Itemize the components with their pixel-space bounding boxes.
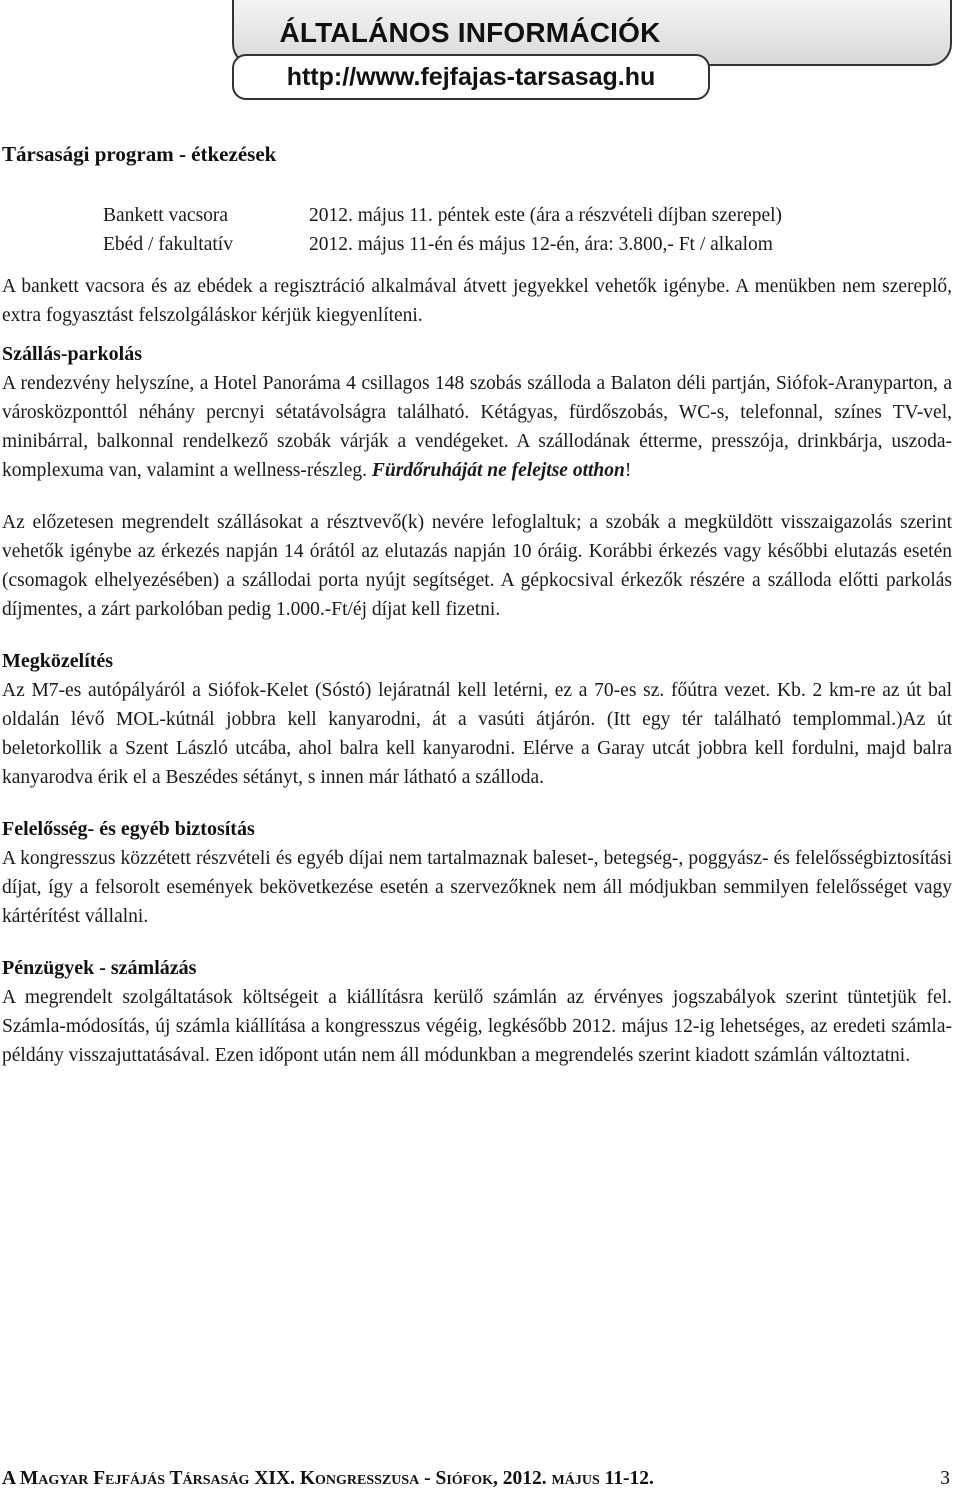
website-url[interactable]: http://www.fejfajas-tarsasag.hu	[286, 63, 656, 91]
program-label: Ebéd / fakultatív	[103, 234, 233, 255]
page-title: ÁLTALÁNOS INFORMÁCIÓK	[279, 17, 661, 48]
program-value: 2012. május 11. péntek este (ára a részvételi díjban szerepel)	[309, 205, 783, 226]
accommodation-paragraph	[2, 369, 952, 485]
social-heading: Társasági program - étkezések	[2, 142, 277, 166]
program-value: 2012. május 11-én és május 12-én, ára: 3.800,- Ft / alkalom	[309, 234, 773, 255]
program-table	[103, 201, 952, 259]
accommodation-heading: Szállás-parkolás	[2, 343, 143, 365]
social-paragraph: A bankett vacsora és az ebédek a regisztráció alkalmával átvett jegyekkel vehetők igénybe. A menükben nem szereplő, extra fogyasztást felszolgáláskor kérjük kiegyenlíteni.	[2, 276, 952, 326]
swimsuit-reminder: Fürdőruháját ne felejtse otthon	[371, 460, 625, 481]
insurance-heading: Felelősség- és egyéb biztosítás	[2, 818, 255, 840]
document-body	[2, 140, 952, 1070]
exclamation: !	[624, 460, 632, 481]
footer-text: A Magyar Fejfájás Társaság XIX. Kongresszusa - Siófok, 2012. május 11-12.	[2, 1468, 654, 1489]
program-row	[103, 201, 952, 230]
page-number: 3	[940, 1468, 950, 1489]
approach-paragraph: Az M7-es autópályáról a Siófok-Kelet (Sóstó) lejáratnál kell letérni, ez a 70-es sz. főútra vezet. Kb. 2 km-re az út bal oldalán lévő MOL-kútnál jobbra kell kanyarodni, át a vasúti átjárón. (Itt egy tér található templommal.)Az út beletorkollik a Szent László utcába, ahol balra kell kanyarodni. Elérve a Garay utcát jobbra kell fordulni, majd balra kanyarodva érik el a Beszédes sétányt, s innen már látható a szálloda.	[2, 680, 952, 788]
booking-paragraph: Az előzetesen megrendelt szállásokat a résztvevő(k) nevére lefoglaltuk; a szobák a megküldött visszaigazolás szerint vehetők igénybe az érkezés napján 14 órától az elutazás napján 10 óráig. Korábbi érkezés vagy későbbi elutazás esetén (csomagok elhelyezésében) a szállodai porta nyújt segítséget. A gépkocsival érkezők részére a szálloda előtti parkolás díjmentes, a zárt parkolóban pedig 1.000.-Ft/éj díjat kell fizetni.	[2, 512, 952, 620]
accommodation-text: A rendezvény helyszíne, a Hotel Panoráma 4 csillagos 148 szobás szálloda a Balaton déli partján, Siófok-Aranyparton, a városközponttól néhány percnyi sétatávolságra található. Kétágyas, fürdőszobás, WC-s, telefonnal, színes TV-vel, minibárral, balkonnal rendelkező szobák várják a vendégeket. A szállodának étterme, presszója, drinkbárja, uszoda-komplexuma van, valamint a wellness-részleg.	[2, 373, 952, 481]
page-footer	[2, 1466, 952, 1492]
program-row	[103, 230, 952, 259]
finance-heading: Pénzügyek - számlázás	[2, 957, 197, 979]
insurance-paragraph: A kongresszus közzétett részvételi és egyéb díjai nem tartalmaznak baleset-, betegség-, poggyász- és felelősségbiztosítási díjat, így a felsorolt események bekövetkezése esetén a szervezőknek nem áll módjukban semmilyen felelősséget vagy kártérítést vállalni.	[2, 848, 952, 927]
finance-paragraph: A megrendelt szolgáltatások költségeit a kiállításra kerülő számlán az érvényes jogszabályok szerint tüntetjük fel. Számla-módosítás, új számla kiállítása a kongresszus végéig, legkésőbb 2012. május 12-ig lehetséges, az eredeti számla-példány visszajuttatásával. Ezen időpont után nem áll módunkban a megrendelés szerint kiadott számlán változtatni.	[2, 987, 952, 1066]
program-label: Bankett vacsora	[103, 205, 229, 226]
approach-heading: Megközelítés	[2, 650, 114, 672]
